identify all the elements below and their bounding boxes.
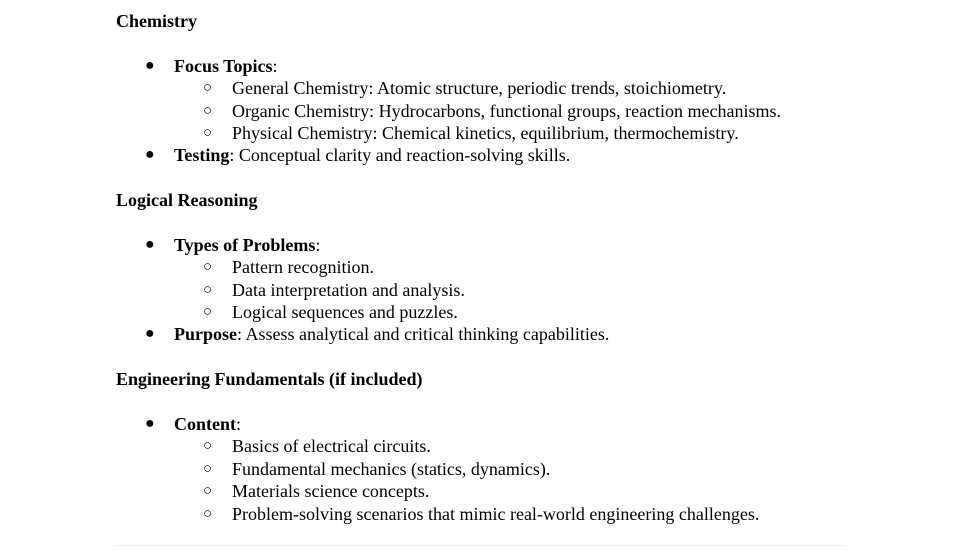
bullet-circle-icon: ○	[203, 80, 213, 97]
sub-list-item	[116, 301, 856, 323]
list-item-term: Types of Problems	[174, 234, 316, 255]
sub-list-item-text: Logical sequences and puzzles.	[232, 302, 458, 323]
bullet-disc-icon: ●	[145, 146, 155, 164]
sub-list-item	[116, 503, 856, 525]
sub-list-item-text: Physical Chemistry: Chemical kinetics, equilibrium, thermochemistry.	[232, 122, 739, 143]
bullet-circle-icon: ○	[203, 124, 213, 141]
sub-list-item	[116, 480, 856, 502]
bullet-circle-icon: ○	[203, 304, 213, 321]
list-item-text: : Assess analytical and critical thinking capabilities.	[237, 324, 610, 345]
list-item-text: :	[272, 55, 278, 76]
sub-list-item	[116, 279, 856, 301]
list-item-text: :	[315, 234, 321, 255]
sub-list-item	[116, 435, 856, 457]
list-item	[116, 55, 856, 77]
list-item-term: Content	[174, 414, 236, 435]
bullet-disc-icon: ●	[145, 56, 155, 74]
list-item-term: Focus Topics	[174, 55, 273, 76]
section-heading: Chemistry	[116, 11, 197, 31]
list-item	[116, 323, 856, 345]
sub-list-item-text: Fundamental mechanics (statics, dynamics).	[232, 458, 551, 479]
section-heading: Logical Reasoning	[116, 190, 258, 211]
sub-list-item-text: Organic Chemistry: Hydrocarbons, functional groups, reaction mechanisms.	[232, 100, 782, 121]
bullet-circle-icon: ○	[203, 483, 213, 500]
list-item-text: : Conceptual clarity and reaction-solving skills.	[229, 145, 571, 166]
sub-list-item-text: General Chemistry: Atomic structure, periodic trends, stoichiometry.	[232, 78, 727, 99]
list-item-term: Purpose	[174, 324, 237, 345]
sub-list-item	[116, 256, 856, 278]
bullet-circle-icon: ○	[203, 460, 213, 477]
bullet-circle-icon: ○	[203, 505, 213, 522]
bullet-disc-icon: ●	[145, 325, 155, 343]
bullet-disc-icon: ●	[145, 415, 155, 433]
sub-list-item	[116, 100, 856, 122]
bullet-circle-icon: ○	[203, 281, 213, 298]
sub-list-item	[116, 458, 856, 480]
bullet-circle-icon: ○	[203, 102, 213, 119]
list-item	[116, 413, 856, 435]
sub-list-item-text: Materials science concepts.	[232, 481, 430, 502]
list-item-term: Testing	[174, 145, 230, 166]
sub-list-item-text: Pattern recognition.	[232, 257, 374, 278]
list-item	[116, 144, 856, 166]
document-body	[116, 10, 856, 525]
list-item-text: :	[236, 414, 242, 435]
sub-list-item	[116, 122, 856, 144]
section-heading: Engineering Fundamentals (if included)	[116, 369, 423, 390]
sub-list-item-text: Data interpretation and analysis.	[232, 279, 465, 300]
bullet-circle-icon: ○	[203, 259, 213, 276]
sub-list-item-text: Problem-solving scenarios that mimic real-world engineering challenges.	[232, 503, 760, 524]
page-divider	[116, 545, 844, 546]
sub-list-item	[116, 77, 856, 99]
bullet-circle-icon: ○	[203, 438, 213, 455]
list-item	[116, 234, 856, 256]
bullet-disc-icon: ●	[145, 235, 155, 253]
sub-list-item-text: Basics of electrical circuits.	[232, 436, 431, 457]
